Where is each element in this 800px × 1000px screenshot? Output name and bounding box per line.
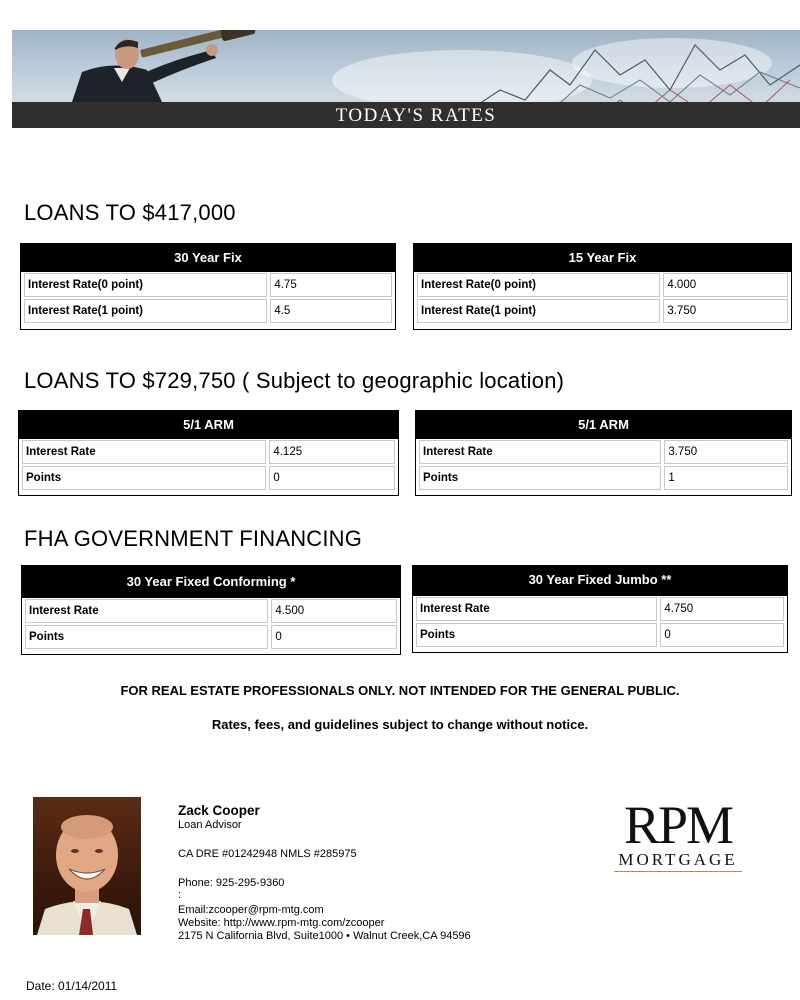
advisor-photo xyxy=(33,797,141,935)
section-heading-jumbo: LOANS TO $729,750 ( Subject to geographic location) xyxy=(24,368,565,393)
section-heading-fha: FHA GOVERNMENT FINANCING xyxy=(24,526,363,551)
rate-table-30-year-fixed-jumbo xyxy=(412,565,788,653)
row-value: 3.750 xyxy=(663,299,788,323)
section-heading-conforming: LOANS TO $417,000 xyxy=(24,200,236,225)
advisor-website: Website: http://www.rpm-mtg.com/zcooper xyxy=(178,917,385,929)
table-row xyxy=(416,439,791,465)
advisor-title: Loan Advisor xyxy=(178,819,242,831)
rate-table-5-1-arm-b xyxy=(415,410,792,496)
rate-table-30-year-fixed-conforming xyxy=(21,565,401,655)
row-value: 4.125 xyxy=(269,440,395,464)
row-label: Points xyxy=(25,625,268,649)
rate-table-30-year-fix xyxy=(20,243,396,330)
rates-date: Date: 01/14/2011 xyxy=(26,979,118,993)
banner-title: TODAY'S RATES xyxy=(335,105,497,126)
change-notice: Rates, fees, and guidelines subject to change without notice. xyxy=(211,717,589,732)
advisor-name: Zack Cooper xyxy=(178,803,260,818)
businessman-telescope-graphic xyxy=(52,30,292,102)
row-label: Interest Rate(1 point) xyxy=(417,299,660,323)
row-value: 0 xyxy=(271,625,397,649)
row-label: Interest Rate xyxy=(25,599,268,623)
table-row xyxy=(21,298,395,324)
table-row xyxy=(19,439,398,465)
row-value: 4.750 xyxy=(660,597,784,621)
table-row xyxy=(19,465,398,491)
advisor-license: CA DRE #01242948 NMLS #285975 xyxy=(178,848,357,860)
advisor-phone: Phone: 925-295-9360 xyxy=(178,877,285,889)
advisor-contact xyxy=(178,803,471,943)
row-label: Interest Rate xyxy=(419,440,661,464)
row-value: 0 xyxy=(660,623,784,647)
logo-subtitle: MORTGAGE xyxy=(614,850,742,872)
table-row xyxy=(21,272,395,298)
table-row xyxy=(414,272,791,298)
row-value: 3.750 xyxy=(664,440,788,464)
table-row xyxy=(413,622,787,648)
rpm-mortgage-logo xyxy=(614,795,742,872)
row-label: Interest Rate xyxy=(22,440,266,464)
rate-table-15-year-fix xyxy=(413,243,792,330)
row-value: 4.75 xyxy=(270,273,392,297)
rates-banner xyxy=(12,30,800,128)
logo-brand: RPM xyxy=(623,795,733,855)
rate-table-title: 30 Year Fix xyxy=(21,244,395,272)
row-value: 4.500 xyxy=(271,599,397,623)
rate-table-5-1-arm-a xyxy=(18,410,399,496)
row-label: Interest Rate(0 point) xyxy=(417,273,660,297)
advisor-address: 2175 N California Blvd, Suite1000 • Walnut Creek,CA 94596 xyxy=(178,930,471,942)
row-value: 0 xyxy=(269,466,395,490)
advisor-portrait-graphic xyxy=(33,797,141,935)
row-label: Points xyxy=(416,623,657,647)
row-value: 4.000 xyxy=(663,273,788,297)
rate-table-title: 30 Year Fixed Jumbo ** xyxy=(413,566,787,596)
rate-table-title: 15 Year Fix xyxy=(414,244,791,272)
table-row xyxy=(416,465,791,491)
rate-table-title: 5/1 ARM xyxy=(19,411,398,439)
row-label: Interest Rate(0 point) xyxy=(24,273,267,297)
table-row xyxy=(414,298,791,324)
row-value: 1 xyxy=(664,466,788,490)
row-label: Points xyxy=(22,466,266,490)
advisor-separator: : xyxy=(178,889,182,901)
rate-table-title: 5/1 ARM xyxy=(416,411,791,439)
professionals-notice: FOR REAL ESTATE PROFESSIONALS ONLY. NOT INTENDED FOR THE GENERAL PUBLIC. xyxy=(120,683,680,698)
table-row xyxy=(22,598,400,624)
advisor-email: Email:zcooper@rpm-mtg.com xyxy=(178,904,324,916)
row-value: 4.5 xyxy=(270,299,392,323)
row-label: Points xyxy=(419,466,661,490)
table-row xyxy=(22,624,400,650)
row-label: Interest Rate xyxy=(416,597,657,621)
rate-table-title: 30 Year Fixed Conforming * xyxy=(22,566,400,598)
row-label: Interest Rate(1 point) xyxy=(24,299,267,323)
table-row xyxy=(413,596,787,622)
